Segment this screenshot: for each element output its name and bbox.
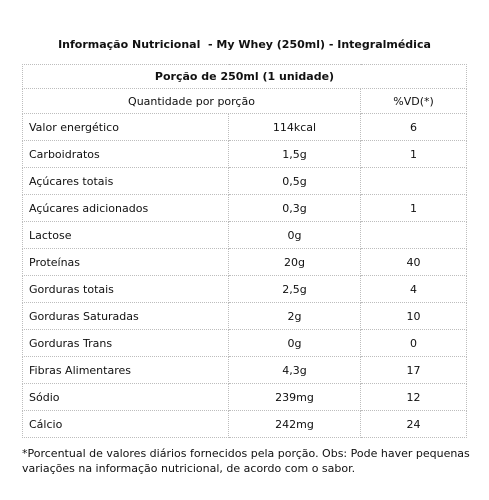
nutrient-vd bbox=[361, 168, 467, 195]
nutrient-vd: 40 bbox=[361, 249, 467, 276]
nutrient-quantity: 114kcal bbox=[229, 114, 361, 141]
table-row bbox=[23, 249, 467, 276]
nutrient-quantity: 239mg bbox=[229, 384, 361, 411]
nutrient-vd: 1 bbox=[361, 195, 467, 222]
nutrient-vd: 24 bbox=[361, 411, 467, 438]
quantity-header: Quantidade por porção bbox=[23, 89, 361, 114]
nutrient-name: Fibras Alimentares bbox=[23, 357, 229, 384]
nutrient-vd bbox=[361, 222, 467, 249]
nutrient-name: Lactose bbox=[23, 222, 229, 249]
table-row bbox=[23, 141, 467, 168]
table-row bbox=[23, 195, 467, 222]
nutrient-quantity: 0g bbox=[229, 222, 361, 249]
nutrient-vd: 4 bbox=[361, 276, 467, 303]
nutrient-name: Açúcares adicionados bbox=[23, 195, 229, 222]
nutrient-quantity: 2,5g bbox=[229, 276, 361, 303]
nutrient-vd: 12 bbox=[361, 384, 467, 411]
table-row bbox=[23, 168, 467, 195]
nutrient-vd: 10 bbox=[361, 303, 467, 330]
vd-header: %VD(*) bbox=[361, 89, 467, 114]
table-row bbox=[23, 357, 467, 384]
table-row bbox=[23, 114, 467, 141]
table-row bbox=[23, 222, 467, 249]
portion-row bbox=[23, 65, 467, 89]
nutrient-name: Proteínas bbox=[23, 249, 229, 276]
nutrient-quantity: 0,3g bbox=[229, 195, 361, 222]
table-row bbox=[23, 303, 467, 330]
nutrient-quantity: 1,5g bbox=[229, 141, 361, 168]
table-row bbox=[23, 411, 467, 438]
nutrient-name: Carboidratos bbox=[23, 141, 229, 168]
nutrient-quantity: 0g bbox=[229, 330, 361, 357]
nutrient-name: Cálcio bbox=[23, 411, 229, 438]
nutrient-name: Gorduras Saturadas bbox=[23, 303, 229, 330]
nutrient-vd: 0 bbox=[361, 330, 467, 357]
portion-label: Porção de 250ml (1 unidade) bbox=[23, 65, 467, 89]
nutrient-quantity: 242mg bbox=[229, 411, 361, 438]
header-row bbox=[23, 89, 467, 114]
footnote: *Porcentual de valores diários fornecidos pela porção. Obs: Pode haver pequenas variações na informação nutricional, de acordo com o sabor. bbox=[22, 447, 470, 475]
nutrient-name: Gorduras Trans bbox=[23, 330, 229, 357]
nutrient-quantity: 0,5g bbox=[229, 168, 361, 195]
nutrient-quantity: 20g bbox=[229, 249, 361, 276]
nutrient-name: Sódio bbox=[23, 384, 229, 411]
table-row bbox=[23, 384, 467, 411]
nutrient-vd: 6 bbox=[361, 114, 467, 141]
nutrient-name: Valor energético bbox=[23, 114, 229, 141]
nutrient-quantity: 2g bbox=[229, 303, 361, 330]
nutrient-name: Gorduras totais bbox=[23, 276, 229, 303]
nutrient-vd: 1 bbox=[361, 141, 467, 168]
nutrient-vd: 17 bbox=[361, 357, 467, 384]
nutrient-quantity: 4,3g bbox=[229, 357, 361, 384]
table-row bbox=[23, 330, 467, 357]
table-row bbox=[23, 276, 467, 303]
nutrition-table bbox=[22, 64, 467, 438]
nutrient-name: Açúcares totais bbox=[23, 168, 229, 195]
page-title: Informação Nutricional - My Whey (250ml) - Integralmédica bbox=[58, 38, 431, 51]
